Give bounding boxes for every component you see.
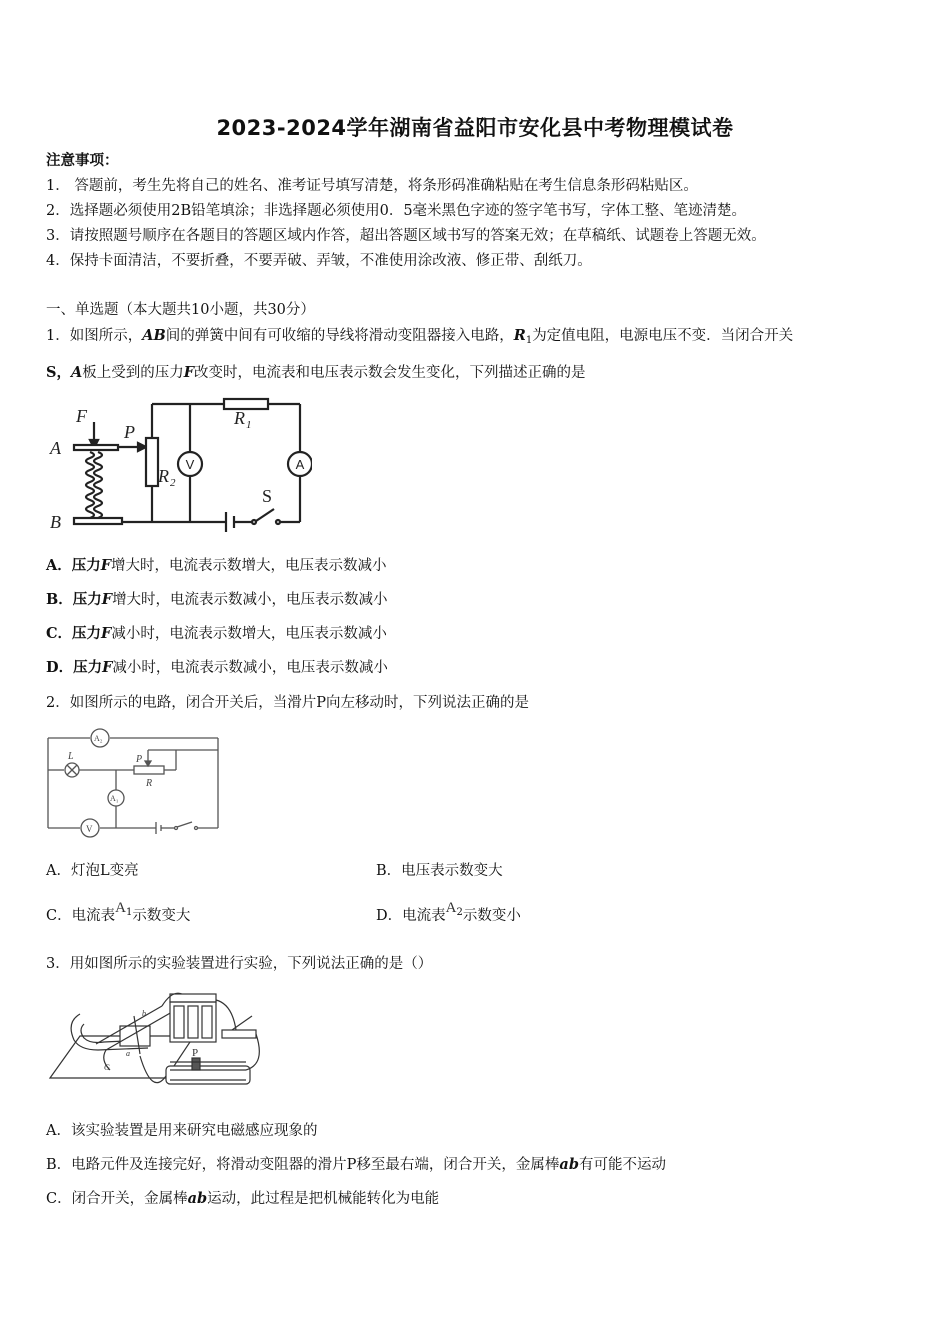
q1-stem-line2 — [46, 363, 586, 383]
text: 增大时，电流表示数减小，电压表示数减小 — [112, 592, 388, 608]
text: 板上受到的压力 — [82, 365, 184, 381]
text: 示数变大 — [132, 908, 191, 924]
page-title: 2023-2024学年湖南省益阳市安化县中考物理模试卷 — [216, 116, 734, 140]
q2-circuit-figure — [46, 728, 222, 840]
text: S， — [46, 364, 71, 381]
text: C．闭合开关，金属棒 — [46, 1191, 188, 1207]
text: F — [101, 591, 113, 608]
text: B．压力 — [46, 591, 102, 608]
fig-label: P — [124, 422, 135, 442]
section-heading: 一、单选题（本大题共10小题，共30分） — [46, 302, 315, 318]
text: A．压力 — [46, 557, 101, 574]
text: 改变时，电流表和电压表示数会发生变化，下列描述正确的是 — [194, 365, 586, 381]
text: 间的弹簧中间有可收缩的导线将滑动变阻器接入电路， — [165, 328, 514, 344]
q1-option-b[interactable] — [46, 590, 388, 610]
q2-stem: 2．如图所示的电路，闭合开关后，当滑片P向左移动时，下列说法正确的是 — [46, 695, 529, 711]
fig-label: A₂ — [94, 734, 103, 743]
fig-label: A — [50, 438, 61, 458]
fig-label: B — [50, 512, 61, 532]
q1-stem-line1 — [46, 326, 793, 351]
fig-label: 1 — [246, 419, 252, 431]
fig-label: a — [126, 1049, 130, 1058]
q3-stem: 3．用如图所示的实验装置进行实验，下列说法正确的是（） — [46, 956, 433, 972]
fig-label: V — [86, 824, 93, 834]
q2-option-a[interactable]: A．灯泡L变亮 — [46, 863, 139, 879]
q3-option-a[interactable]: A．该实验装置是用来研究电磁感应现象的 — [46, 1123, 318, 1139]
text: F — [102, 659, 113, 676]
notice-item: 4．保持卡面清洁，不要折叠，不要弄破、弄皱，不准使用涂改液、修正带、刮纸刀。 — [46, 253, 592, 269]
fig-label: G — [104, 1063, 110, 1072]
fig-label: S — [262, 486, 273, 506]
text: F — [100, 557, 112, 574]
fig-label: L — [68, 751, 74, 762]
fig-label: R — [146, 778, 153, 789]
notice-item: 2．选择题必须使用2B铅笔填涂；非选择题必须使用0．5毫米黑色字迹的签字笔书写，字体工整、笔迹清楚。 — [46, 203, 747, 219]
q3-option-c[interactable] — [46, 1189, 439, 1209]
text: B．电路元件及连接完好，将滑动变阻器的滑片P移至最右端，闭合开关，金属棒 — [46, 1157, 560, 1173]
text: R — [513, 327, 526, 344]
text: A — [115, 900, 126, 916]
fig-label: V — [185, 457, 195, 472]
q2-option-b[interactable]: B．电压表示数变大 — [376, 863, 503, 879]
text: ab — [187, 1190, 208, 1207]
text: 减小时，电流表示数增大，电压表示数减小 — [111, 626, 387, 642]
text: F — [101, 625, 112, 642]
text: C．压力 — [46, 625, 102, 642]
text: 运动，此过程是把机械能转化为电能 — [207, 1191, 440, 1207]
fig-label: A₁ — [110, 794, 119, 803]
text: 减小时，电流表示数减小，电压表示数减小 — [112, 660, 388, 676]
notice-heading: 注意事项： — [46, 152, 119, 169]
text: 增大时，电流表示数增大，电压表示数减小 — [111, 558, 387, 574]
fig-label: b — [142, 1009, 146, 1018]
text: D．压力 — [46, 659, 103, 676]
text: 2 — [456, 907, 463, 918]
fig-label: P — [192, 1047, 199, 1059]
text: F — [183, 364, 195, 381]
text: ab — [559, 1156, 579, 1173]
text: 有可能不运动 — [578, 1157, 666, 1173]
fig-label: R — [234, 408, 245, 428]
text: A — [445, 900, 457, 916]
text: A — [70, 364, 83, 381]
text: AB — [142, 327, 166, 344]
q1-option-c[interactable] — [46, 624, 387, 644]
text: 1．如图所示， — [46, 328, 143, 344]
q1-option-d[interactable] — [46, 658, 388, 678]
notice-item: 1． 答题前，考生先将自己的姓名、准考证号填写清楚，将条形码准确粘贴在考生信息条形码粘贴区。 — [46, 178, 698, 194]
text: 1 — [125, 907, 133, 918]
q1-option-a[interactable] — [46, 556, 387, 576]
q3-apparatus-figure — [46, 986, 268, 1102]
q3-option-b[interactable] — [46, 1155, 666, 1175]
fig-label: 2 — [170, 477, 176, 489]
fig-label: A — [295, 457, 305, 472]
fig-label: F — [76, 406, 87, 426]
fig-label: P — [136, 754, 143, 765]
text: 示数变小 — [462, 908, 521, 924]
q2-option-d[interactable] — [376, 900, 521, 931]
text: D．电流表 — [376, 908, 446, 924]
q1-circuit-figure — [46, 396, 312, 536]
q2-option-c[interactable] — [46, 900, 191, 931]
fig-label: R — [158, 466, 169, 486]
text: C．电流表 — [46, 908, 116, 924]
text: 为定值电阻，电源电压不变．当闭合开关 — [532, 328, 794, 344]
notice-item: 3．请按照题号顺序在各题目的答题区域内作答，超出答题区域书写的答案无效；在草稿纸、试题卷上答题无效。 — [46, 228, 766, 244]
text: 1 — [525, 335, 533, 346]
